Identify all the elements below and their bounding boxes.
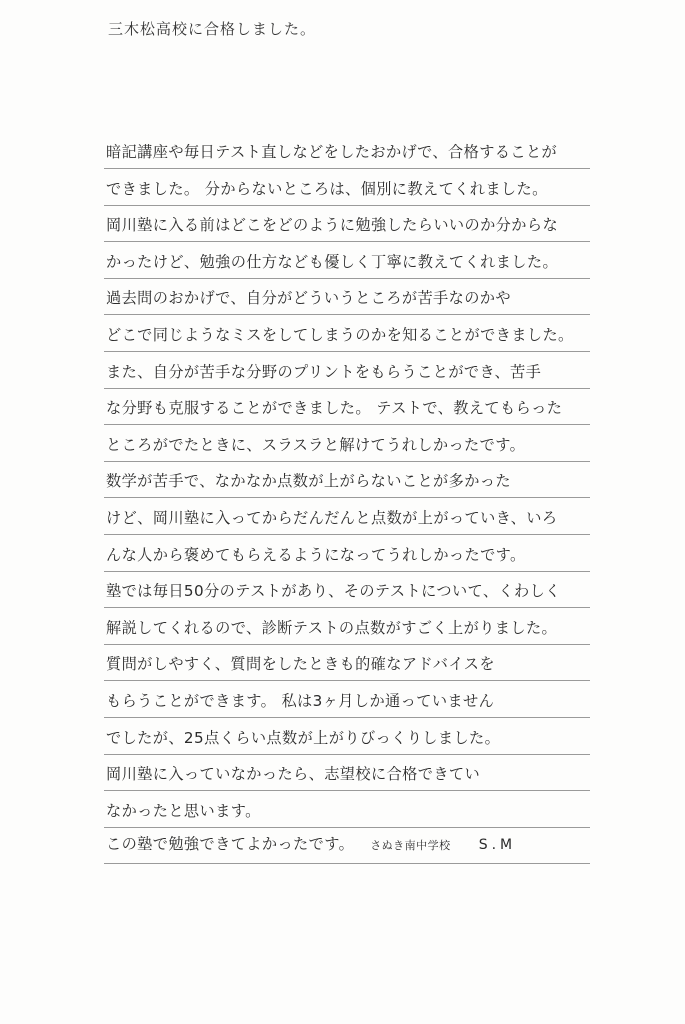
text-line: 数学が苦手で、なかなか点数が上がらないことが多かった (106, 472, 511, 490)
rule-line (104, 754, 590, 755)
rule-line (104, 534, 590, 535)
text-line: もらうことができます。 私は3ヶ月しか通っていません (106, 692, 495, 710)
text-line: なかったと思います。 (106, 802, 261, 820)
rule-line (104, 717, 590, 718)
rule-line (104, 680, 590, 681)
text-line: けど、岡川塾に入ってからだんだんと点数が上がっていき、いろ (106, 509, 558, 527)
text-line: でしたが、25点くらい点数が上がりびっくりしました。 (106, 729, 501, 747)
rule-line (104, 571, 590, 572)
rule-line (104, 314, 590, 315)
text-line: 岡川塾に入る前はどこをどのように勉強したらいいのか分からな (106, 216, 559, 234)
text-line: な分野も克服することができました。 テストで、教えてもらった (106, 399, 563, 417)
author-initials: S.M (478, 837, 517, 853)
page-title: 三木松高校に合格しました。 (108, 20, 317, 38)
rule-line (104, 278, 590, 279)
rule-line (104, 424, 590, 425)
text-line: かったけど、勉強の仕方なども優しく丁寧に教えてくれました。 (106, 253, 559, 271)
rule-line (104, 461, 590, 462)
text-line: ところがでたときに、スラスラと解けてうれしかったです。 (106, 436, 526, 454)
text-line: できました。 分からないところは、個別に教えてくれました。 (106, 180, 548, 198)
rule-line (104, 168, 590, 169)
rule-line (104, 497, 590, 498)
text-line: 岡川塾に入っていなかったら、志望校に合格できてい (106, 765, 481, 783)
rule-line (104, 644, 590, 645)
text-line: 解説してくれるので、診断テストの点数がすごく上がりました。 (106, 619, 558, 637)
rule-line (104, 827, 590, 828)
text-line: んな人から褒めてもらえるようになってうれしかったです。 (106, 546, 526, 564)
rule-line (104, 351, 590, 352)
text-line: また、自分が苦手な分野のプリントをもらうことができ、苦手 (106, 363, 542, 381)
text-line: 過去問のおかげで、自分がどういうところが苦手なのかや (106, 289, 511, 307)
school-name: さぬき南中学校 (370, 839, 451, 852)
text-line: 暗記講座や毎日テスト直しなどをしたおかげで、合格することが (106, 143, 558, 161)
closing-line (106, 834, 590, 856)
rule-line (104, 205, 590, 206)
rule-line (104, 863, 590, 864)
closing-text: この塾で勉強できてよかったです。 (106, 835, 355, 853)
text-line: 塾では毎日50分のテストがあり、そのテストについて、くわしく (106, 582, 561, 600)
rule-line (104, 607, 590, 608)
rule-line (104, 790, 590, 791)
text-line: 質問がしやすく、質問をしたときも的確なアドバイスを (106, 655, 495, 673)
text-line: どこで同じようなミスをしてしまうのかを知ることができました。 (106, 326, 574, 344)
rule-line (104, 241, 590, 242)
rule-line (104, 388, 590, 389)
